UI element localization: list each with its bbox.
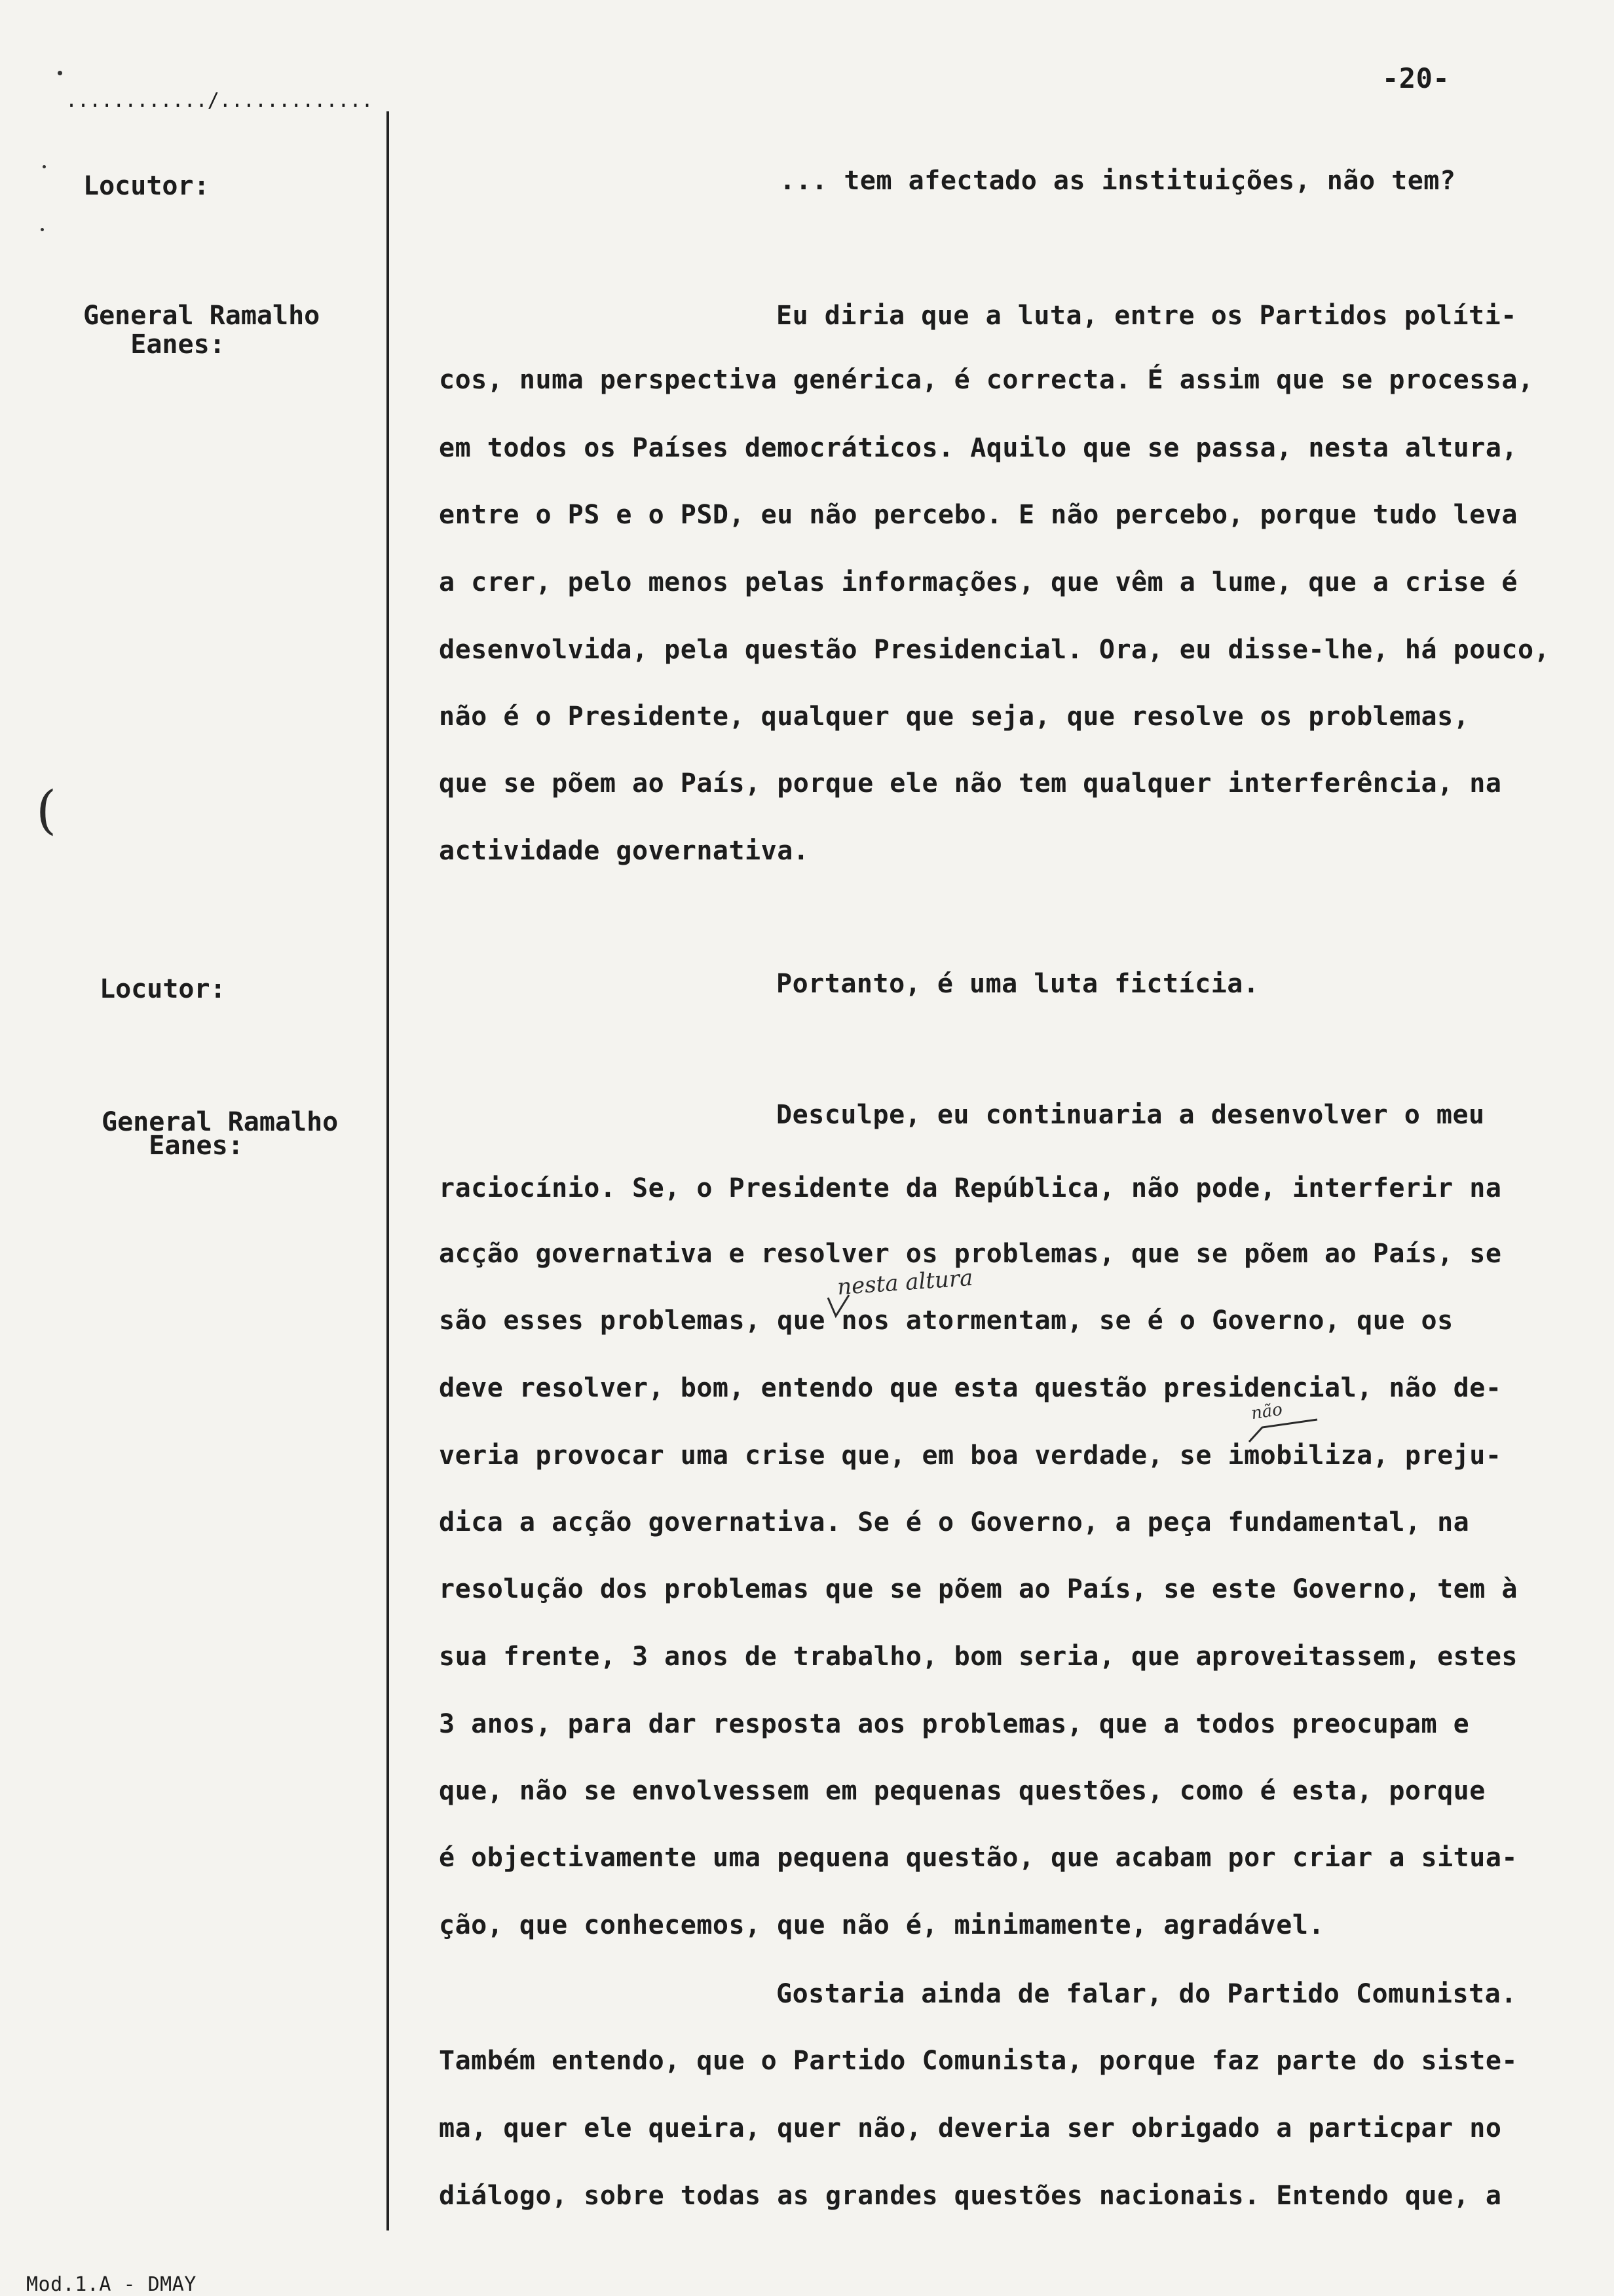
text-line: desenvolvida, pela questão Presidencial. Ora, eu disse-lhe, há pouco, bbox=[439, 635, 1550, 665]
text-line: que se põem ao País, porque ele não tem qualquer interferência, na bbox=[439, 768, 1502, 799]
speaker-label: Locutor: bbox=[83, 171, 210, 201]
text-line: Portanto, é uma luta fictícia. bbox=[776, 969, 1260, 999]
text-line: 3 anos, para dar resposta aos problemas, que a todos preocupam e bbox=[439, 1709, 1470, 1739]
text-line: resolução dos problemas que se põem ao País, se este Governo, tem à bbox=[439, 1574, 1518, 1604]
handwritten-insert: não bbox=[1250, 1399, 1284, 1424]
text-line: dica a acção governativa. Se é o Governo, a peça fundamental, na bbox=[439, 1507, 1470, 1537]
insertion-stroke bbox=[1248, 1418, 1320, 1444]
text-line: Eu diria que a luta, entre os Partidos políti- bbox=[776, 301, 1517, 331]
text-line: actividade governativa. bbox=[439, 836, 810, 866]
text-line: que, não se envolvessem em pequenas questões, como é esta, porque bbox=[439, 1776, 1486, 1806]
text-line: deve resolver, bom, entendo que esta questão presidencial, não de- bbox=[439, 1373, 1502, 1403]
text-line: Desculpe, eu continuaria a desenvolver o meu bbox=[776, 1100, 1485, 1130]
text-line: veria provocar uma crise que, em boa verdade, se imobiliza, preju- bbox=[439, 1440, 1502, 1471]
insertion-caret bbox=[827, 1294, 853, 1320]
page-number: -20- bbox=[1382, 62, 1450, 94]
margin-rule bbox=[386, 111, 389, 2230]
margin-dot bbox=[43, 165, 46, 168]
speaker-label: Locutor: bbox=[100, 974, 226, 1004]
text-line: raciocínio. Se, o Presidente da República, não pode, interferir na bbox=[439, 1173, 1502, 1203]
text-line: não é o Presidente, qualquer que seja, que resolve os problemas, bbox=[439, 702, 1470, 732]
text-line: cos, numa perspectiva genérica, é correcta. É assim que se processa, bbox=[439, 365, 1534, 395]
text-line: Gostaria ainda de falar, do Partido Comunista. bbox=[776, 1979, 1517, 2009]
speaker-label: General Ramalho Eanes: bbox=[102, 1107, 339, 1161]
text-line: diálogo, sobre todas as grandes questões nacionais. Entendo que, a bbox=[439, 2181, 1502, 2211]
text-line: em todos os Países democráticos. Aquilo que se passa, nesta altura, bbox=[439, 433, 1518, 463]
margin-dot bbox=[41, 228, 44, 231]
margin-dot bbox=[58, 71, 62, 75]
text-line: são esses problemas, que nos atormentam, se é o Governo, que os bbox=[439, 1306, 1454, 1336]
blank-field: ............/............. bbox=[66, 89, 373, 112]
text-line: Também entendo, que o Partido Comunista, porque faz parte do siste- bbox=[439, 2046, 1518, 2076]
form-code: Mod.1.A - DMAY bbox=[26, 2273, 197, 2296]
margin-bracket: ( bbox=[36, 780, 57, 840]
text-line: ção, que conhecemos, que não é, minimamente, agradável. bbox=[439, 1910, 1325, 1940]
text-line: é objectivamente uma pequena questão, que acabam por criar a situa- bbox=[439, 1843, 1518, 1873]
text-line: ... tem afectado as instituições, não tem? bbox=[779, 166, 1456, 196]
handwritten-insert: nesta altura bbox=[836, 1264, 974, 1301]
speaker-label: General Ramalho Eanes: bbox=[83, 301, 320, 360]
text-line: a crer, pelo menos pelas informações, que vêm a lume, que a crise é bbox=[439, 567, 1518, 597]
text-line: acção governativa e resolver os problemas, que se põem ao País, se bbox=[439, 1239, 1502, 1269]
text-line: entre o PS e o PSD, eu não percebo. E não percebo, porque tudo leva bbox=[439, 500, 1518, 530]
text-line: ma, quer ele queira, quer não, deveria ser obrigado a particpar no bbox=[439, 2113, 1502, 2143]
text-line: sua frente, 3 anos de trabalho, bom seria, que aproveitassem, estes bbox=[439, 1642, 1518, 1672]
